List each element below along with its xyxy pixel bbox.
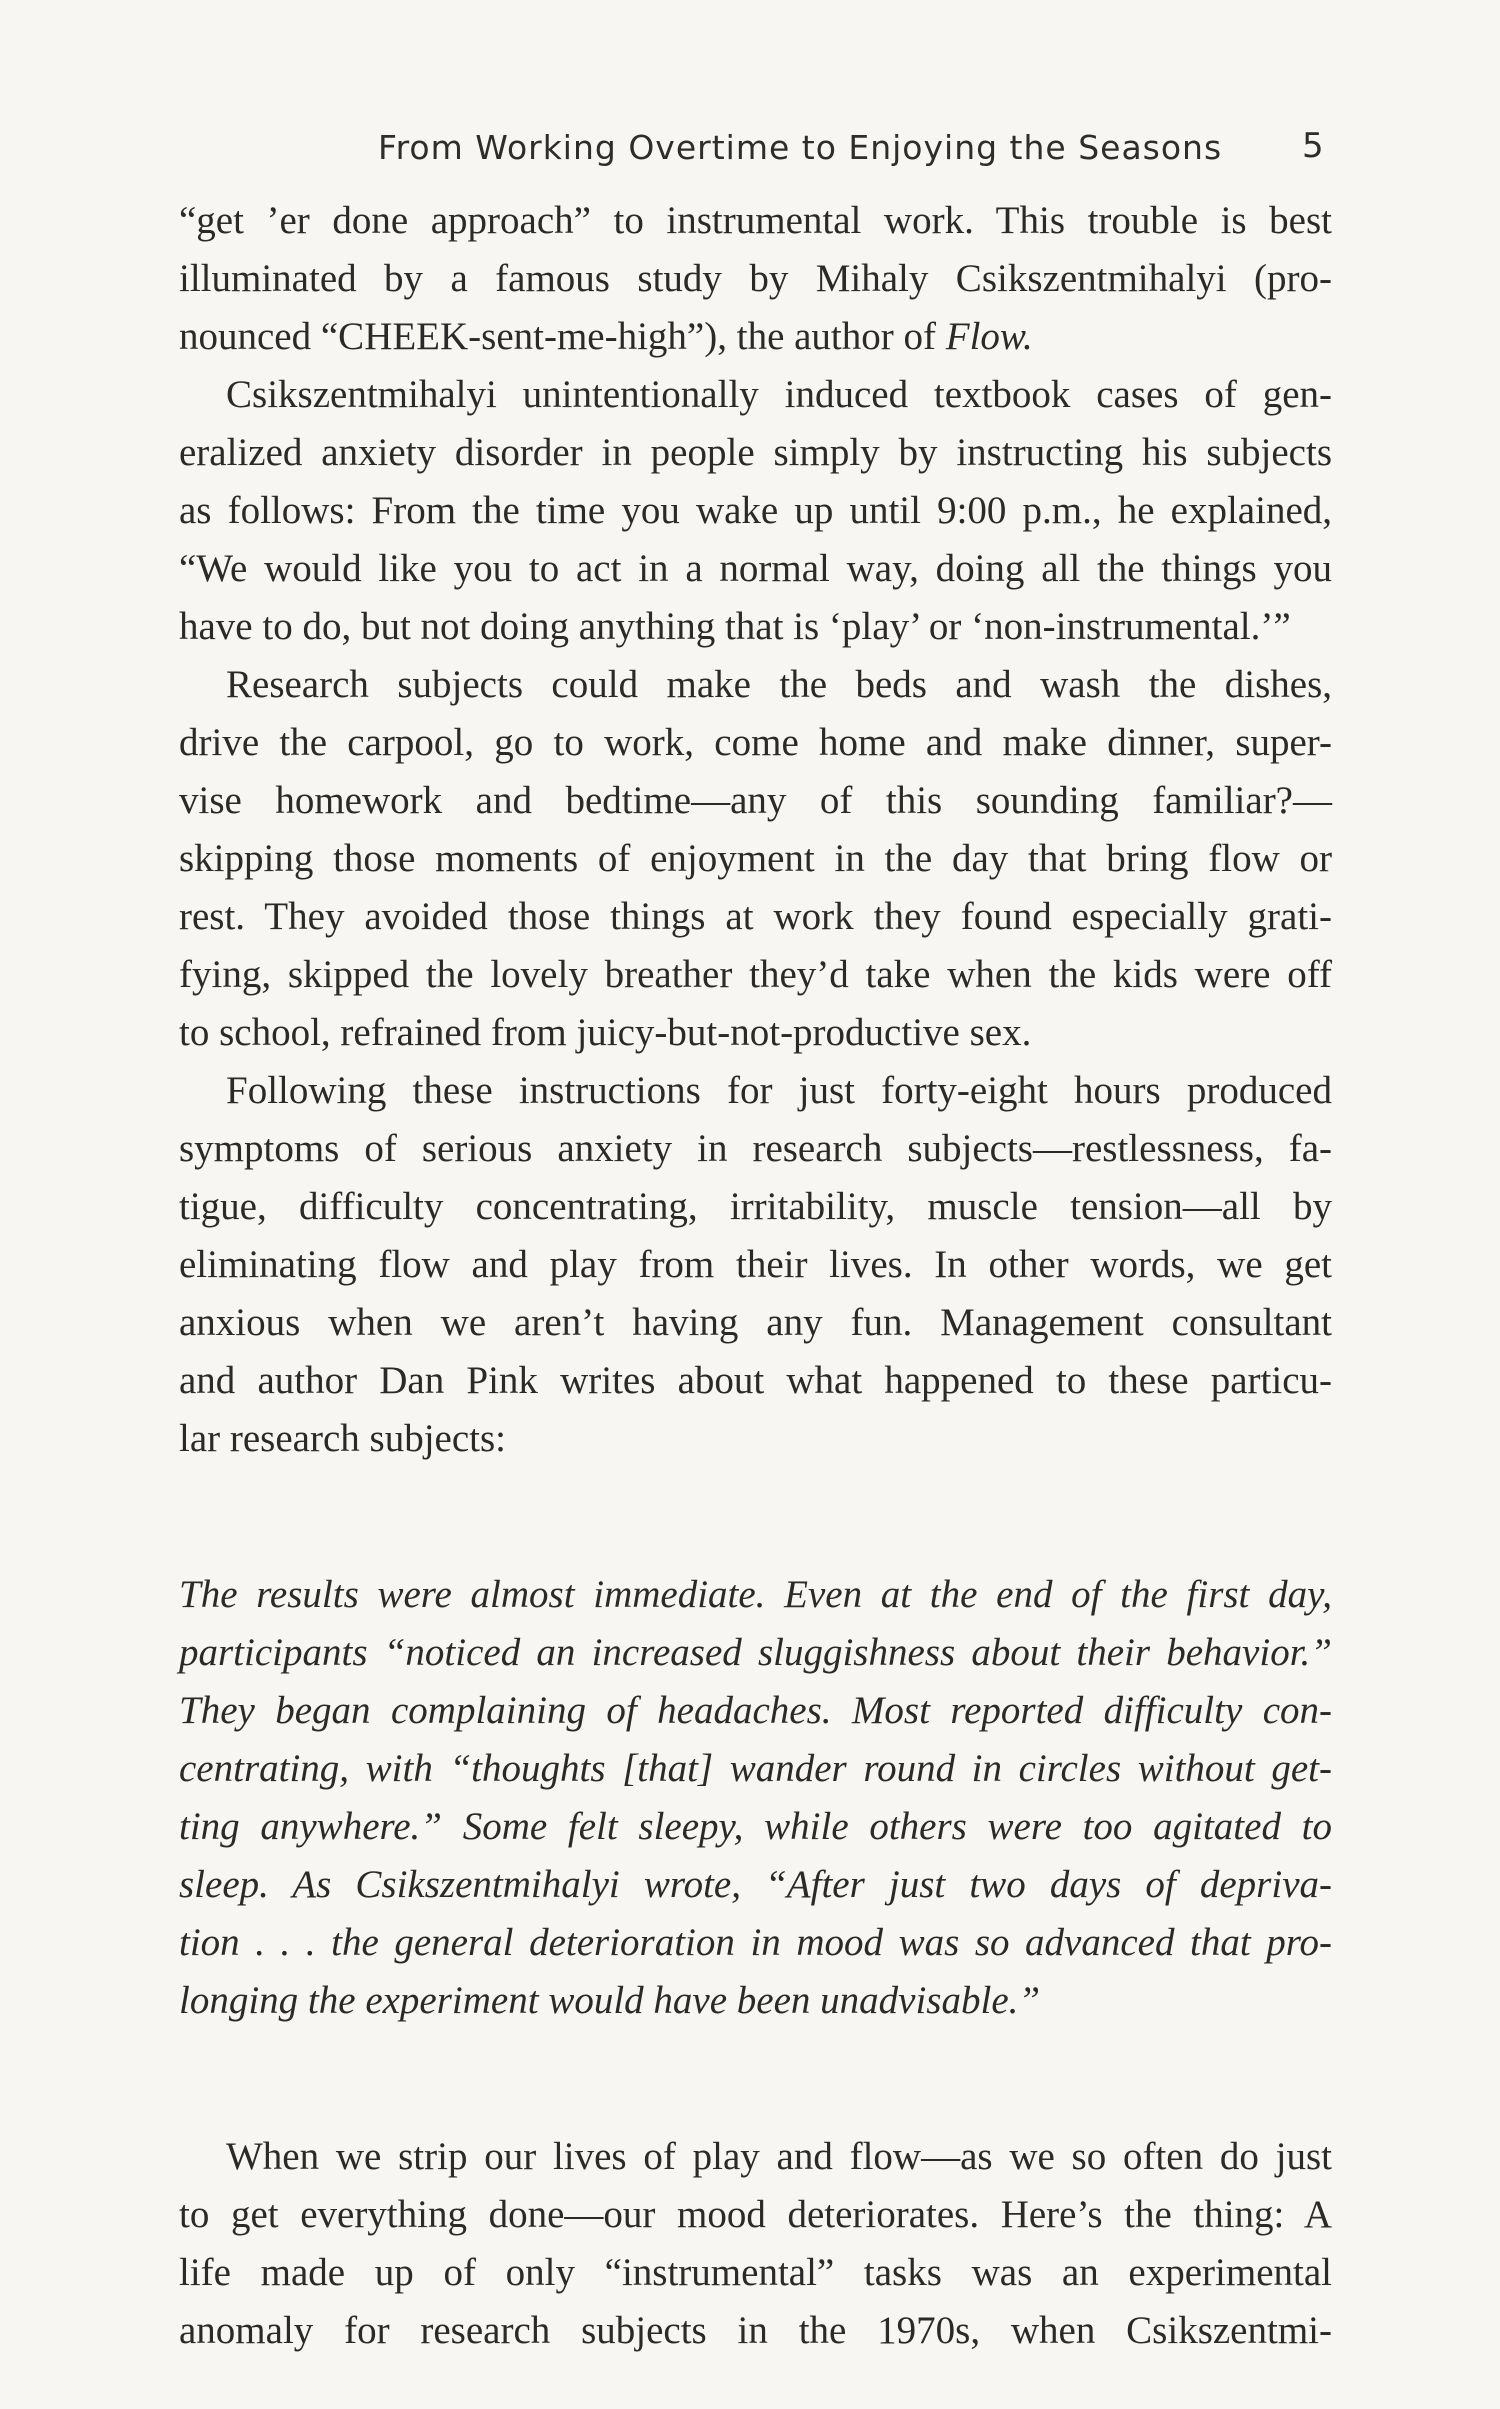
text-line: symptoms of serious anxiety in research subjects—restlessness, fa-	[179, 1127, 1332, 1170]
quote-line: ting anywhere.” Some felt sleepy, while others were too agitated to	[179, 1805, 1332, 1848]
text-line: drive the carpool, go to work, come home and make dinner, super-	[179, 721, 1332, 764]
quote-line: The results were almost immediate. Even at the end of the first day,	[179, 1573, 1332, 1616]
spacer	[179, 1468, 1332, 1566]
text-line: to school, refrained from juicy-but-not-productive sex.	[179, 1011, 1032, 1054]
text-line: When we strip our lives of play and flow—as we so often do just	[226, 2135, 1332, 2178]
text-line: Research subjects could make the beds and wash the dishes,	[226, 663, 1332, 706]
paragraph	[179, 366, 1332, 656]
paragraph	[179, 656, 1332, 1062]
book-title-flow: Flow.	[945, 315, 1033, 358]
text-line: fying, skipped the lovely breather they’d take when the kids were off	[179, 953, 1332, 996]
text-line: rest. They avoided those things at work they found especially grati-	[179, 895, 1332, 938]
quote-line: centrating, with “thoughts [that] wander round in circles without get-	[179, 1747, 1332, 1790]
paragraph	[179, 2128, 1332, 2360]
block-quote	[179, 1566, 1332, 2030]
text-line: anomaly for research subjects in the 1970s, when Csikszentmi-	[179, 2309, 1332, 2352]
text-line: eliminating flow and play from their lives. In other words, we get	[179, 1243, 1332, 1286]
quote-line: participants “noticed an increased sluggishness about their behavior.”	[179, 1631, 1332, 1674]
text-line: eralized anxiety disorder in people simply by instructing his subjects	[179, 431, 1332, 474]
paragraph	[179, 192, 1332, 366]
text-line: nounced “CHEEK-sent-me-high”), the author of Flow.	[179, 315, 1033, 358]
text-line: lar research subjects:	[179, 1417, 507, 1460]
text-line: illuminated by a famous study by Mihaly Csikszentmihalyi (pro-	[179, 257, 1332, 300]
text-line: have to do, but not doing anything that is ‘play’ or ‘non-instrumental.’”	[179, 605, 1291, 648]
text-line: as follows: From the time you wake up until 9:00 p.m., he explained,	[179, 489, 1332, 532]
text-line: Following these instructions for just forty-eight hours produced	[226, 1069, 1332, 1112]
quote-line: tion . . . the general deterioration in mood was so advanced that pro-	[179, 1921, 1332, 1964]
quote-line: longing the experiment would have been unadvisable.”	[179, 1979, 1041, 2022]
text-line: anxious when we aren’t having any fun. Management consultant	[179, 1301, 1332, 1344]
page-number: 5	[1302, 126, 1324, 166]
spacer	[179, 2030, 1332, 2128]
text-line: vise homework and bedtime—any of this sounding familiar?—	[179, 779, 1332, 822]
quote-line: They began complaining of headaches. Most reported difficulty con-	[179, 1689, 1332, 1732]
text-line: Csikszentmihalyi unintentionally induced textbook cases of gen-	[226, 373, 1332, 416]
text-line: “We would like you to act in a normal way, doing all the things you	[179, 547, 1332, 590]
text-line: skipping those moments of enjoyment in the day that bring flow or	[179, 837, 1332, 880]
paragraph	[179, 1062, 1332, 1468]
text-line: and author Dan Pink writes about what happened to these particu-	[179, 1359, 1332, 1402]
text-line: tigue, difficulty concentrating, irritability, muscle tension—all by	[179, 1185, 1332, 1228]
running-header	[0, 120, 1500, 180]
quote-line: sleep. As Csikszentmihalyi wrote, “After just two days of depriva-	[179, 1863, 1332, 1906]
running-head-title: From Working Overtime to Enjoying the Seasons	[378, 128, 1223, 167]
page-body	[179, 192, 1332, 2360]
text-line: “get ’er done approach” to instrumental work. This trouble is best	[179, 199, 1332, 242]
text-line: life made up of only “instrumental” tasks was an experimental	[179, 2251, 1332, 2294]
text-line: to get everything done—our mood deteriorates. Here’s the thing: A	[179, 2193, 1332, 2236]
